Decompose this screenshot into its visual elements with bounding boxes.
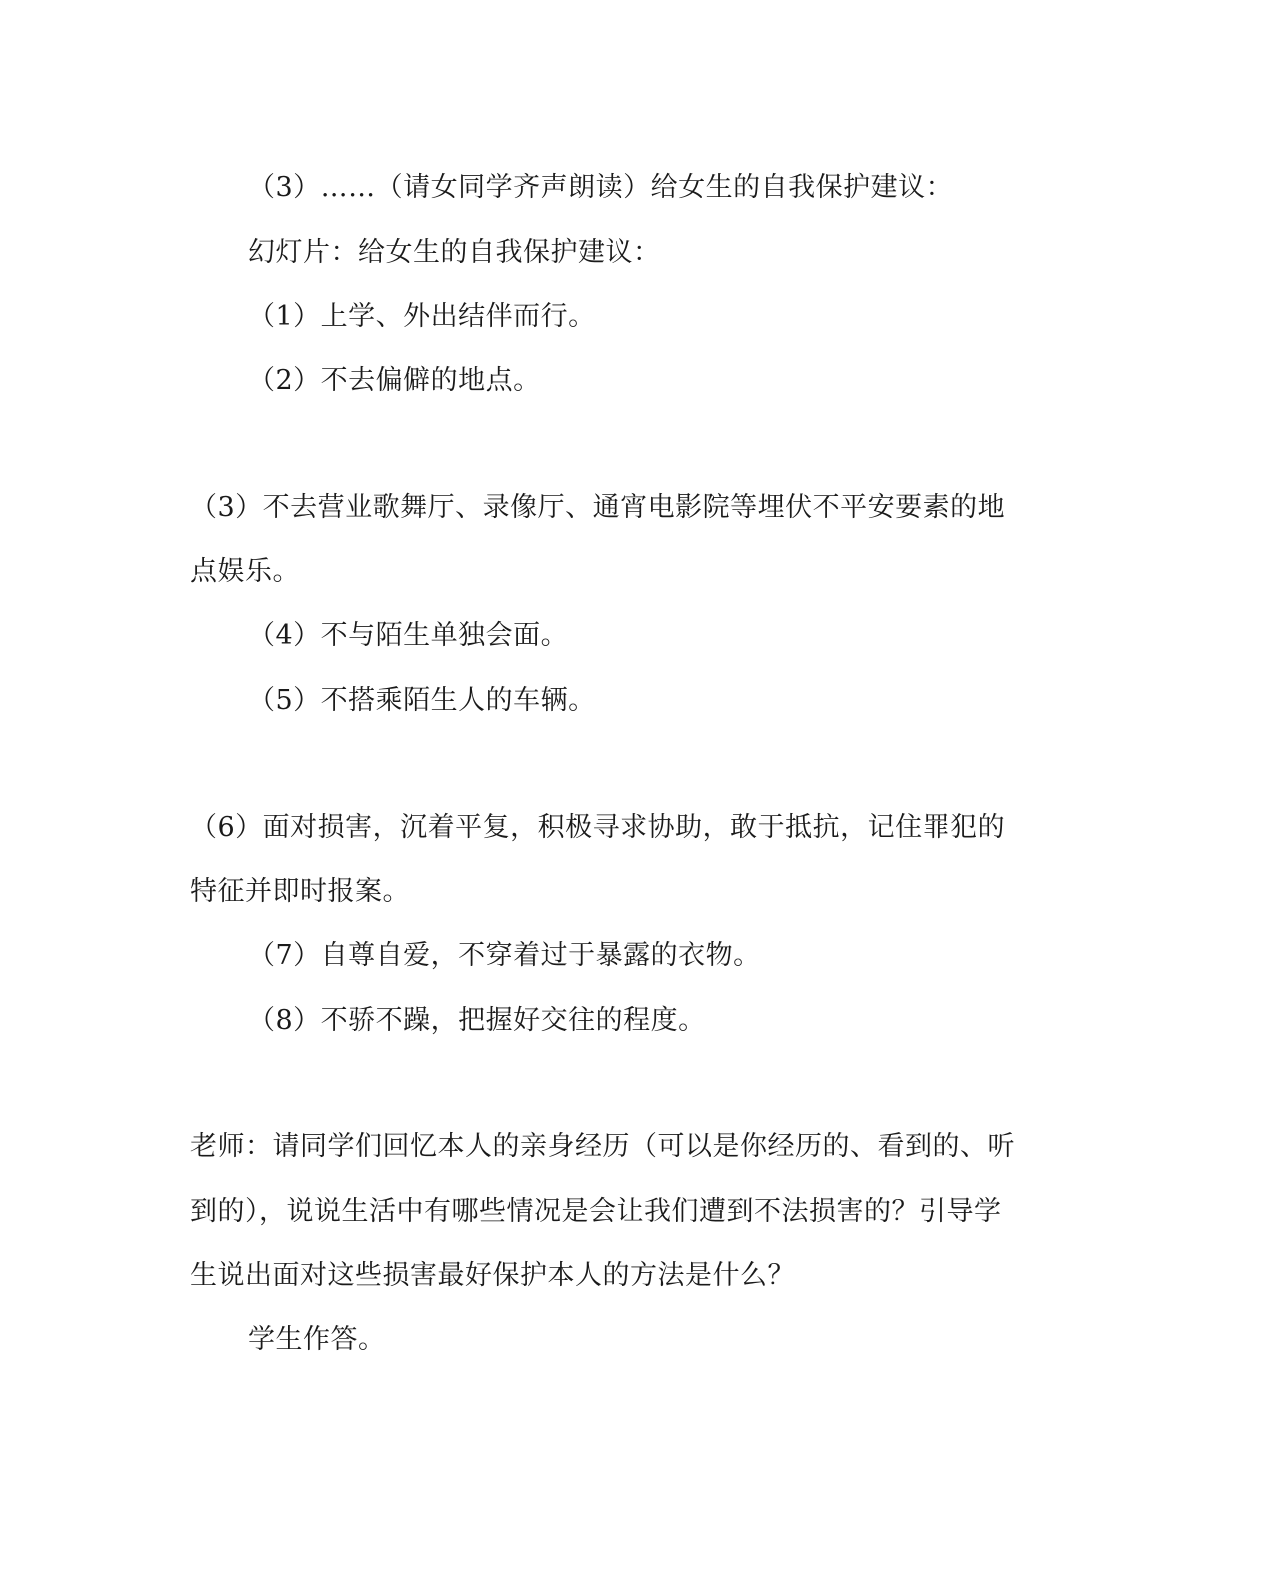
paragraph-line: 学生作答。: [248, 1324, 386, 1355]
list-item: （4）不与陌生单独会面。: [248, 620, 569, 651]
list-item: （8）不骄不躁，把握好交往的程度。: [248, 1005, 706, 1036]
list-item-continuation: 特征并即时报案。: [190, 876, 410, 907]
paragraph-line: 到的），说说生活中有哪些情况是会让我们遭到不法损害的？引导学: [190, 1196, 1002, 1227]
list-item: （7）自尊自爱，不穿着过于暴露的衣物。: [248, 940, 761, 971]
paragraph-line: （3）……（请女同学齐声朗读）给女生的自我保护建议：: [248, 172, 954, 203]
paragraph-line: 老师：请同学们回忆本人的亲身经历（可以是你经历的、看到的、听: [190, 1131, 1015, 1162]
paragraph-line: 幻灯片：给女生的自我保护建议：: [248, 237, 661, 268]
list-item: （1）上学、外出结伴而行。: [248, 301, 596, 332]
list-item: （3）不去营业歌舞厅、录像厅、通宵电影院等埋伏不平安要素的地: [190, 492, 1006, 523]
list-item: （5）不搭乘陌生人的车辆。: [248, 685, 596, 716]
list-item: （2）不去偏僻的地点。: [248, 365, 541, 396]
list-item: （6）面对损害，沉着平复，积极寻求协助，敢于抵抗，记住罪犯的: [190, 812, 1006, 843]
list-item-continuation: 点娱乐。: [190, 556, 300, 587]
paragraph-line: 生说出面对这些损害最好保护本人的方法是什么？: [190, 1260, 795, 1291]
